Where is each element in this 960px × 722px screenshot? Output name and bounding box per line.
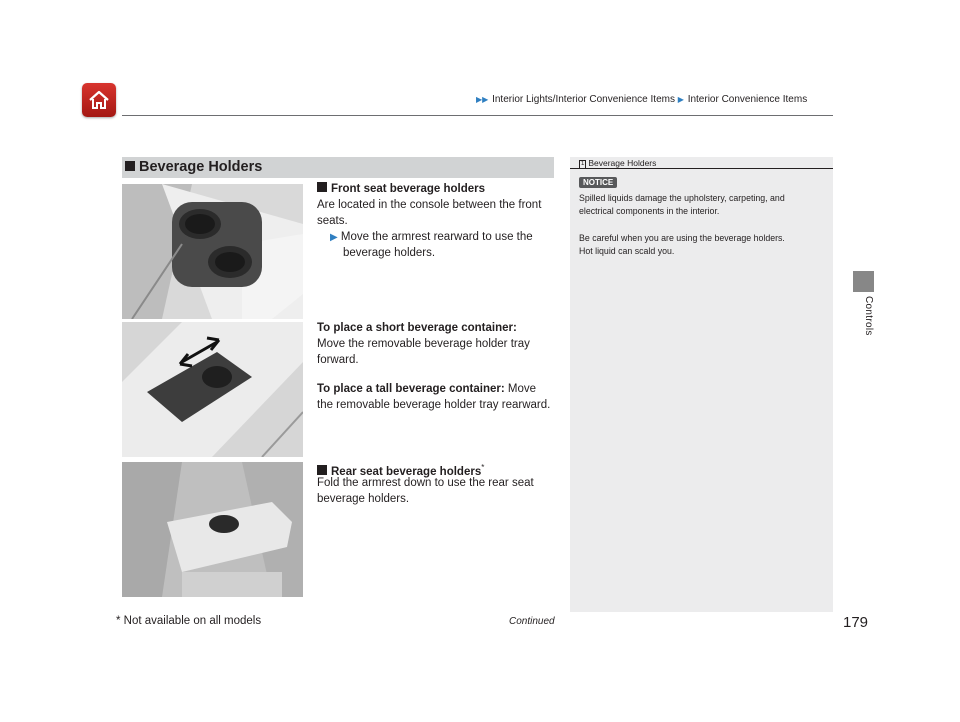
note-reference-number: 1 xyxy=(581,161,585,167)
breadcrumb-item-interior-lights[interactable]: Interior Lights/Interior Convenience Items xyxy=(492,94,675,105)
front-text-line2: seats. xyxy=(317,215,348,227)
tall-container-line1: To place a tall beverage container: Move xyxy=(317,383,537,395)
notes-p1-line1: Spilled liquids damage the upholstery, carpeting, and xyxy=(579,193,785,203)
header-divider xyxy=(122,115,833,116)
notes-p2-line2: Hot liquid can scald you. xyxy=(579,246,675,256)
notes-panel xyxy=(570,157,833,612)
notes-heading: 1 Beverage Holders xyxy=(581,158,657,168)
rear-text-line1: Fold the armrest down to use the rear seat xyxy=(317,477,534,489)
notes-divider xyxy=(570,168,833,169)
rear-text-line2: beverage holders. xyxy=(317,493,410,505)
home-button[interactable] xyxy=(82,83,116,117)
rear-heading: Rear seat beverage holders* xyxy=(317,460,484,480)
front-text-line1: Are located in the console between the front xyxy=(317,199,542,211)
footnote: * Not available on all models xyxy=(116,615,262,627)
side-tab-label[interactable]: Controls xyxy=(863,296,874,336)
front-tip-line1: ▶ Move the armrest rearward to use the xyxy=(330,231,533,243)
tip-arrow-icon: ▶ xyxy=(330,232,338,243)
front-cupholder-image xyxy=(122,184,303,319)
removable-tray-image xyxy=(122,322,303,457)
section-title: Beverage Holders xyxy=(125,159,262,175)
notice-badge: NOTICE xyxy=(579,177,617,188)
short-container-text2: forward. xyxy=(317,354,359,366)
short-container-label: To place a short beverage container: xyxy=(317,322,517,334)
short-container-text1: Move the removable beverage holder tray xyxy=(317,338,530,350)
footnote-marker: * xyxy=(481,463,485,472)
side-tab-marker xyxy=(853,271,874,292)
square-bullet-icon xyxy=(317,182,327,192)
breadcrumb-arrow-icon: ▶▶ xyxy=(476,95,489,104)
front-tip-line2: beverage holders. xyxy=(343,247,436,259)
notes-p1-line2: electrical components in the interior. xyxy=(579,206,720,216)
page-number: 179 xyxy=(843,614,869,631)
home-icon xyxy=(82,83,116,117)
rear-armrest-image xyxy=(122,462,303,597)
breadcrumb-arrow-icon: ▶ xyxy=(677,95,684,104)
breadcrumb-item-convenience[interactable]: Interior Convenience Items xyxy=(687,94,808,105)
breadcrumb xyxy=(476,94,807,105)
notes-p2-line1: Be careful when you are using the beverage holders. xyxy=(579,233,785,243)
tall-container-line2: the removable beverage holder tray rearward. xyxy=(317,399,551,411)
front-heading: Front seat beverage holders xyxy=(317,181,485,197)
continued-label: Continued xyxy=(509,616,555,627)
square-bullet-icon xyxy=(317,465,327,475)
square-bullet-icon xyxy=(125,161,135,171)
